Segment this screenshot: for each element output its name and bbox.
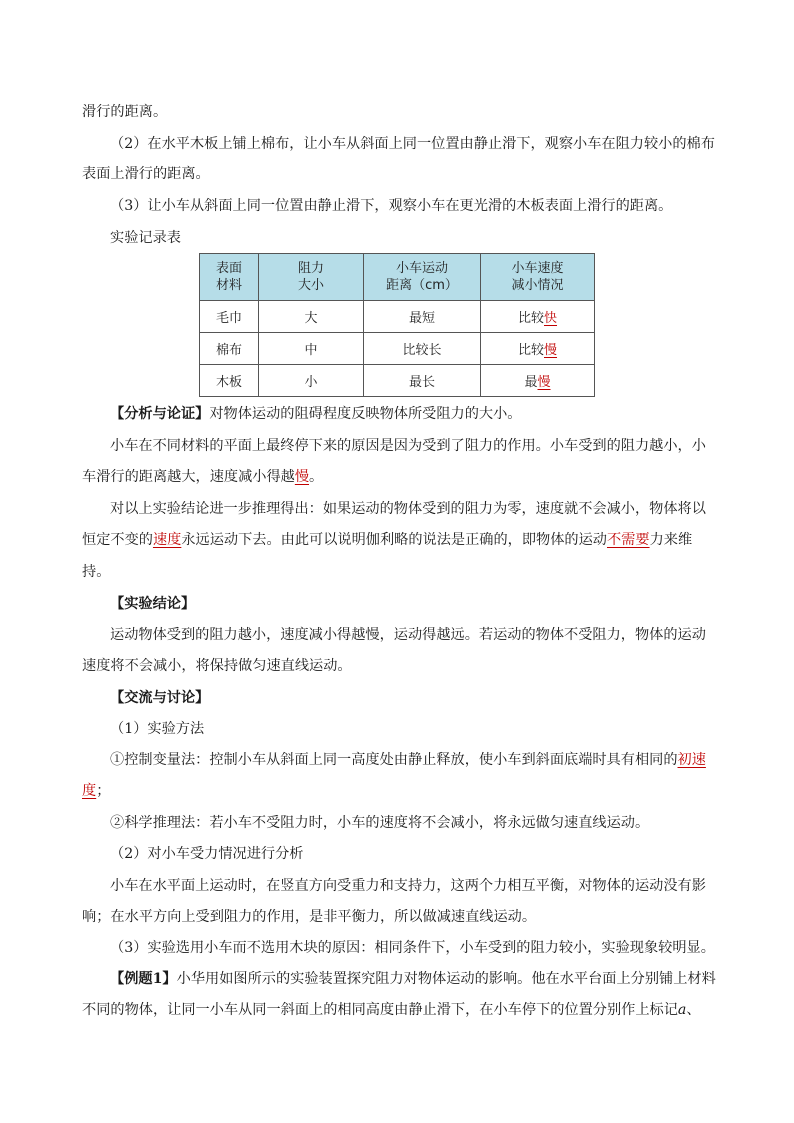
table-row <box>200 333 595 365</box>
header-cell-resistance: 阻力 大小 <box>259 254 364 301</box>
answer-key: 初速 <box>677 752 706 768</box>
section-heading: 【实验结论】 <box>110 596 196 612</box>
answer-key: 速度 <box>152 532 182 548</box>
table-caption: 实验记录表 <box>110 230 181 246</box>
paragraph-line: 度； <box>82 783 111 799</box>
cell-material: 木板 <box>200 365 259 397</box>
paragraph-line: 小车在不同材料的平面上最终停下来的原因是因为受到了阻力的作用。小车受到的阻力越小，小 <box>110 438 706 454</box>
section-heading: 【分析与论证】 <box>110 406 210 422</box>
paragraph-line: 运动物体受到的阻力越小，速度减小得越慢，运动得越远。若运动的物体不受阻力，物体的运动 <box>110 627 706 643</box>
paragraph-line: 表面上滑行的距离。 <box>82 166 210 182</box>
paragraph-line: 对以上实验结论进一步推理得出：如果运动的物体受到的阻力为零，速度就不会减小，物体将以 <box>110 501 706 517</box>
analysis-heading-line: 【分析与论证】对物体运动的阻碍程度反映物体所受阻力的大小。 <box>110 406 522 422</box>
table-header-row <box>200 254 595 301</box>
section-heading: 【交流与讨论】 <box>110 690 210 706</box>
paragraph-line: （3）让小车从斜面上同一位置由静止滑下，观察小车在更光滑的木板表面上滑行的距离。 <box>110 198 673 214</box>
subsection-heading: （1）实验方法 <box>110 721 205 737</box>
answer-key: 度 <box>82 783 97 799</box>
cell-resistance: 大 <box>259 301 364 333</box>
table-row <box>200 301 595 333</box>
paragraph-line: ①控制变量法：控制小车从斜面上同一高度处由静止释放，使小车到斜面底端时具有相同的初速 <box>110 752 706 768</box>
cell-material: 棉布 <box>200 333 259 365</box>
answer-key: 慢 <box>294 469 310 485</box>
paragraph-line: 滑行的距离。 <box>82 104 168 120</box>
cell-resistance: 中 <box>259 333 364 365</box>
paragraph-line: （2）在水平木板上铺上棉布，让小车从斜面上同一位置由静止滑下，观察小车在阻力较小的棉布 <box>110 136 715 152</box>
cell-distance: 最短 <box>364 301 481 333</box>
cell-speed: 比较慢 <box>481 333 595 365</box>
paragraph-line: 小车在水平面上运动时，在竖直方向受重力和支持力，这两个力相互平衡，对物体的运动没有影 <box>110 878 706 894</box>
paragraph-line: 速度将不会减小，将保持做匀速直线运动。 <box>82 658 352 674</box>
paragraph-line: 不同的物体，让同一小车从同一斜面上的相同高度由静止滑下，在小车停下的位置分别作上标记a、 <box>82 1002 701 1018</box>
header-cell-distance: 小车运动 距离（cm） <box>364 254 481 301</box>
answer-key: 快 <box>544 311 558 326</box>
answer-key: 不需要 <box>606 532 650 548</box>
cell-distance: 最长 <box>364 365 481 397</box>
cell-material: 毛巾 <box>200 301 259 333</box>
paragraph-line: 响；在水平方向上受到阻力的作用，是非平衡力，所以做减速直线运动。 <box>82 909 537 925</box>
paragraph-line: 恒定不变的速度永远运动下去。由此可以说明伽利略的说法是正确的，即物体的运动不需要力来维 <box>82 532 693 548</box>
paragraph-line: 车滑行的距离越大，速度减小得越慢。 <box>82 469 324 485</box>
header-cell-material: 表面 材料 <box>200 254 259 301</box>
cell-speed: 比较快 <box>481 301 595 333</box>
experiment-record-table <box>199 253 595 397</box>
paragraph-line: （3）实验选用小车而不选用木块的原因：相同条件下，小车受到的阻力较小，实验现象较明显。 <box>110 940 715 956</box>
answer-key: 慢 <box>537 375 551 390</box>
subsection-heading: （2）对小车受力情况进行分析 <box>110 846 304 862</box>
paragraph-line: 持。 <box>82 564 111 580</box>
table-row <box>200 365 595 397</box>
example-line: 【例题1】小华用如图所示的实验装置探究阻力对物体运动的影响。他在水平台面上分别铺上材料 <box>110 971 716 987</box>
paragraph-line: ②科学推理法：若小车不受阻力时，小车的速度将不会减小，将永远做匀速直线运动。 <box>110 815 650 831</box>
header-cell-speed: 小车速度 减小情况 <box>481 254 595 301</box>
cell-resistance: 小 <box>259 365 364 397</box>
cell-distance: 比较长 <box>364 333 481 365</box>
answer-key: 慢 <box>544 343 558 358</box>
cell-speed: 最慢 <box>481 365 595 397</box>
variable-a: a <box>677 1002 687 1018</box>
example-heading: 【例题1】 <box>110 971 177 987</box>
